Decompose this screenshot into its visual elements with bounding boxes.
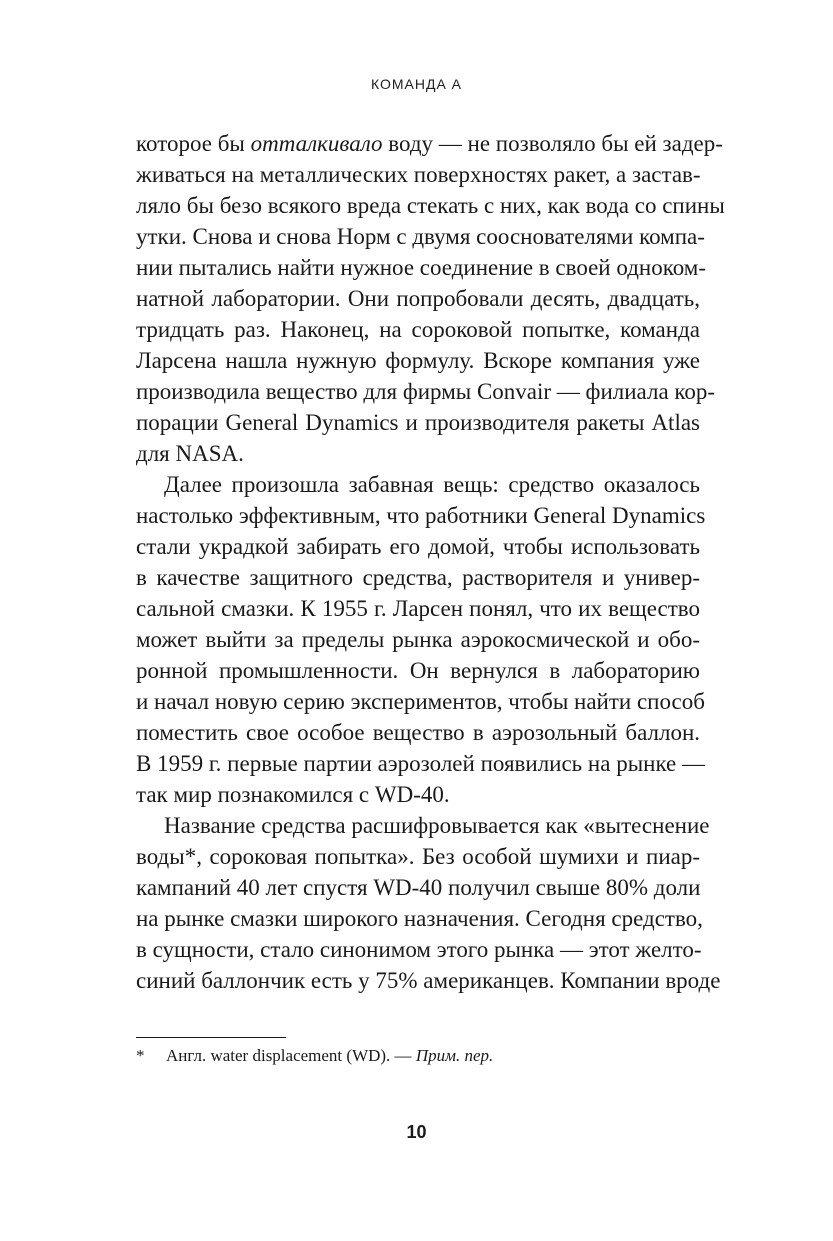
text-line	[136, 872, 700, 903]
text-line	[136, 965, 721, 996]
text-run: так мир познакомился с WD-40.	[136, 782, 450, 807]
page-number: 10	[406, 1122, 427, 1142]
text-run: кампаний 40 лет спустя WD-40 получил свыше 80% доли	[136, 875, 701, 900]
text-run: ляло бы безо всякого вреда стекать с них, как вода со спины	[136, 193, 725, 218]
text-run: и начал новую серию экспериментов, чтобы найти способ	[136, 689, 705, 714]
text-run: Ларсена нашла нужную формулу. Вскоре компания уже	[136, 348, 700, 373]
paragraph	[136, 128, 725, 469]
text-line	[136, 841, 700, 872]
text-run: живаться на металлических поверхностях ракет, а застав-	[136, 162, 701, 187]
text-line	[136, 469, 700, 500]
paragraph	[136, 810, 721, 996]
footnote-text: Англ. water displacement (WD). —	[166, 1046, 416, 1065]
text-run: производила вещество для фирмы Convair — филиала кор-	[136, 379, 716, 404]
text-line	[136, 252, 706, 283]
text-line	[136, 593, 700, 624]
text-run: Далее произошла забавная вещь: средство оказалось	[164, 472, 700, 497]
text-line	[136, 221, 705, 252]
text-run: может выйти за пределы рынка аэрокосмической и обо-	[136, 627, 700, 652]
text-run: натной лаборатории. Они попробовали десять, двадцать,	[136, 286, 700, 311]
text-line	[136, 934, 700, 965]
body-text	[136, 128, 725, 996]
text-line	[136, 345, 700, 376]
text-run: воду — не позволяло бы ей задер-	[382, 131, 723, 156]
text-run: В 1959 г. первые партии аэрозолей появились на рынке —	[136, 751, 706, 776]
emphasized-word: отталкивало	[250, 131, 383, 156]
text-run: нии пытались найти нужное соединение в своей одноком-	[136, 255, 706, 280]
text-run: в сущности, стало синонимом этого рынка — этот желто-	[136, 937, 702, 962]
text-line	[136, 283, 700, 314]
text-run: тридцать раз. Наконец, на сороковой попытке, команда	[136, 317, 700, 342]
text-run: сальной смазки. К 1955 г. Ларсен понял, что их вещество	[136, 596, 700, 621]
footnote-marker: *	[136, 1046, 145, 1065]
footnote	[136, 1044, 493, 1068]
text-run: порации General Dynamics и производителя ракеты Atlas	[136, 410, 700, 435]
text-run: для NASA.	[136, 441, 244, 466]
text-run: которое бы	[136, 131, 251, 156]
text-line	[136, 562, 700, 593]
text-line	[136, 779, 700, 810]
text-line	[136, 717, 700, 748]
text-line	[136, 655, 700, 686]
running-title: КОМАНДА А	[370, 76, 463, 92]
text-line	[136, 531, 700, 562]
text-line	[136, 376, 716, 407]
text-line	[136, 438, 700, 469]
footnote-translator-note: Прим. пер.	[415, 1046, 494, 1065]
text-line	[136, 810, 710, 841]
text-line	[136, 624, 700, 655]
text-run: ронной промышленности. Он вернулся в лабораторию	[136, 658, 700, 683]
text-run: настолько эффективным, что работники General Dynamics	[136, 503, 706, 528]
paragraph	[136, 469, 706, 810]
text-run: Название средства расшифровывается как «вытеснение	[164, 813, 710, 838]
text-line	[136, 500, 706, 531]
text-run: воды*, сороковая попытка». Без особой шумихи и пиар-	[136, 844, 700, 869]
text-line	[136, 748, 706, 779]
footnote-divider	[136, 1037, 286, 1038]
text-line	[136, 159, 700, 190]
text-run: синий баллончик есть у 75% американцев. Компании вроде	[136, 968, 721, 993]
text-line	[136, 686, 705, 717]
text-line	[136, 314, 700, 345]
text-run: на рынке смазки широкого назначения. Сегодня средство,	[136, 906, 703, 931]
text-run: стали украдкой забирать его домой, чтобы использовать	[136, 534, 700, 559]
text-line	[136, 128, 723, 159]
text-run: поместить свое особое вещество в аэрозольный баллон.	[136, 720, 700, 745]
text-run: утки. Снова и снова Норм с двумя сооснователями компа-	[136, 224, 705, 249]
text-line	[136, 407, 700, 438]
text-run: в качестве защитного средства, растворителя и универ-	[136, 565, 700, 590]
text-line	[136, 190, 725, 221]
text-line	[136, 903, 703, 934]
